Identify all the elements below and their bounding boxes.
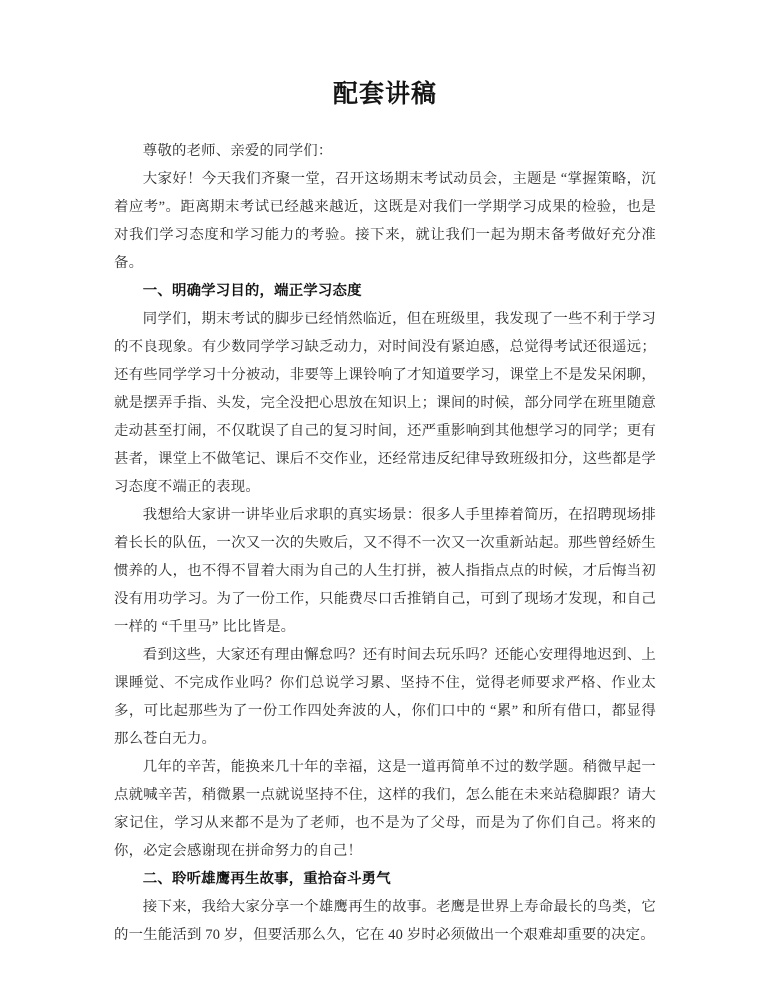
section-1-paragraph-2: 我想给大家讲一讲毕业后求职的真实场景：很多人手里捧着简历，在招聘现场排着长长的队伍，一次又一次的失败后，又不得不一次又一次重新站起。那些曾经娇生惯养的人，也不得不冒着大雨为自己的人生打拼，被人指指点点的时候，才后悔当初没有用功学习。为了一份工作，只能费尽口舌推销自己，可到了现场才发现，和自己一样的 “千里马” 比比皆是。 [114, 507, 656, 635]
section-2-paragraph-1: 接下来，我给大家分享一个雄鹰再生的故事。老鹰是世界上寿命最长的鸟类，它的一生能活到 70 岁，但要活那么久，它在 40 岁时必须做出一个艰难却重要的决定。 [114, 899, 656, 943]
section-1-paragraph-4: 几年的辛苦，能换来几十年的幸福，这是一道再简单不过的数学题。稍微早起一点就喊辛苦，稍微累一点就说坚持不住，这样的我们，怎么能在未来站稳脚跟？请大家记住，学习从来都不是为了老师，也不是为了父母，而是为了你们自己。将来的你，必定会感谢现在拼命努力的自己！ [114, 759, 656, 859]
document-body [114, 0, 656, 949]
section-1-paragraph-3: 看到这些，大家还有理由懈怠吗？还有时间去玩乐吗？还能心安理得地迟到、上课睡觉、不完成作业吗？你们总说学习累、坚持不住，觉得老师要求严格、作业太多，可比起那些为了一份工作四处奔波的人，你们口中的 “累” 和所有借口，都显得那么苍白无力。 [114, 647, 656, 747]
section-1-paragraph-1: 同学们，期末考试的脚步已经悄然临近，但在班级里，我发现了一些不利于学习的不良现象。有少数同学学习缺乏动力，对时间没有紧迫感，总觉得考试还很遥远；还有些同学学习十分被动，非要等上课铃响了才知道要学习，课堂上不是发呆闲聊，就是摆弄手指、头发，完全没把心思放在知识上；课间的时候，部分同学在班里随意走动甚至打闹，不仅耽误了自己的复习时间，还严重影响到其他想学习的同学；更有甚者，课堂上不做笔记、课后不交作业，还经常违反纪律导致班级扣分，这些都是学习态度不端正的表现。 [114, 311, 656, 495]
section-heading-1: 一、明确学习目的，端正学习态度 [142, 283, 362, 299]
intro-paragraph: 大家好！今天我们齐聚一堂，召开这场期末考试动员会，主题是 “掌握策略，沉着应考”。距离期末考试已经越来越近，这既是对我们一学期学习成果的检验，也是对我们学习态度和学习能力的考验。接下来，就让我们一起为期末备考做好充分准备。 [114, 171, 656, 271]
salutation-line: 尊敬的老师、亲爱的同学们： [142, 143, 333, 159]
section-heading-2: 二、聆听雄鹰再生故事，重拾奋斗勇气 [142, 871, 391, 887]
page-title: 配套讲稿 [332, 81, 437, 108]
